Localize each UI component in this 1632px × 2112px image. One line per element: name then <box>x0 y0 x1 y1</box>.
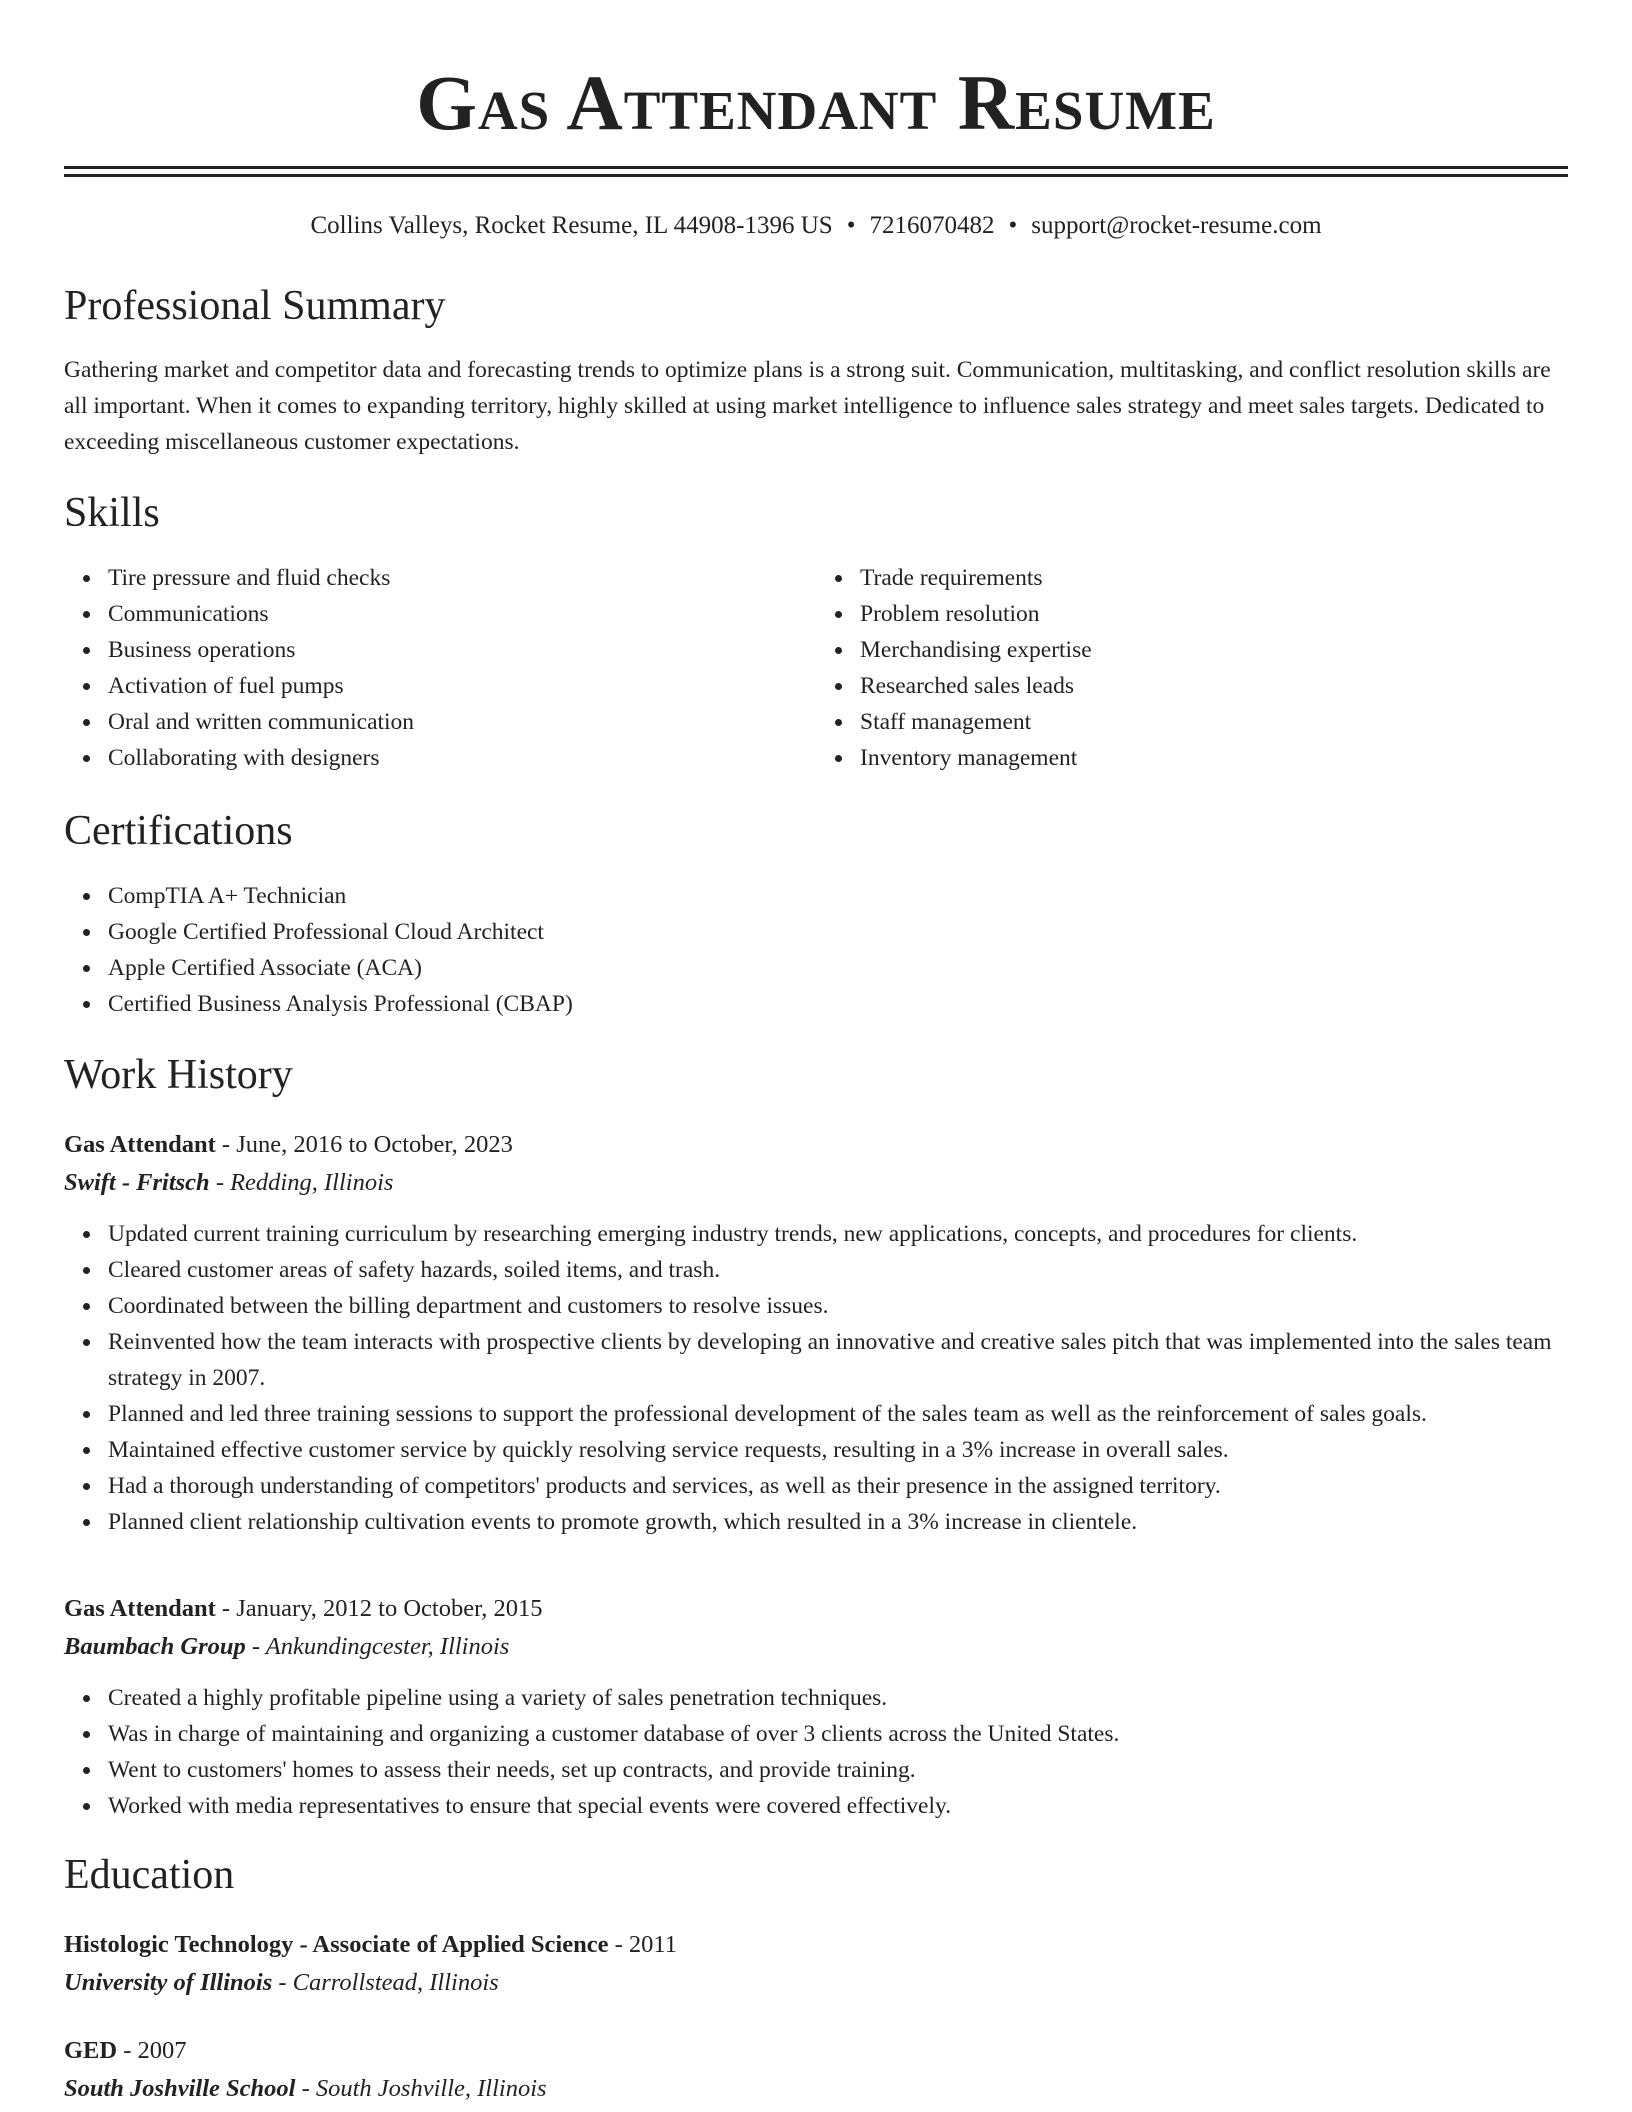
job-title-line <box>64 1590 1568 1628</box>
certification-item: Google Certified Professional Cloud Architect <box>108 914 1568 950</box>
resume-title: Gas Attendant Resume <box>416 59 1216 146</box>
skill-item: Trade requirements <box>860 560 1568 596</box>
job-title: Gas Attendant <box>64 1595 216 1622</box>
skills-heading: Skills <box>64 490 160 536</box>
education-degree: GED <box>64 2037 118 2064</box>
education-entry <box>64 1926 1568 2002</box>
education-location: - South Joshville, Illinois <box>295 2075 547 2102</box>
contact-phone: 7216070482 <box>869 212 995 239</box>
education-year: - 2007 <box>117 2037 187 2064</box>
summary-text: Gathering market and competitor data and forecasting trends to optimize plans is a strong suit. Communication, multitasking, and conflict resolution skills are all important. When it comes to expanding territory, highly skilled at using market intelligence to influence sales strategy and meet sales targets. Dedicated to exceeding miscellaneous customer expectations. <box>64 357 1551 455</box>
work-history-heading: Work History <box>64 1052 293 1098</box>
job-duty: Worked with media representatives to ensure that special events were covered effectively. <box>108 1788 1568 1824</box>
skill-item: Collaborating with designers <box>108 740 816 776</box>
contact-email: support@rocket-resume.com <box>1031 212 1322 239</box>
certification-item: Apple Certified Associate (ACA) <box>108 950 1568 986</box>
job-duty: Maintained effective customer service by quickly resolving service requests, resulting in a 3% increase in overall sales. <box>108 1432 1568 1468</box>
title-divider <box>64 166 1568 177</box>
certification-item: CompTIA A+ Technician <box>108 878 1568 914</box>
job-title-line <box>64 1126 1568 1164</box>
skill-item: Communications <box>108 596 816 632</box>
job-title: Gas Attendant <box>64 1131 216 1158</box>
job-location: - Redding, Illinois <box>209 1169 394 1196</box>
education-entry <box>64 2032 1568 2108</box>
contact-line <box>64 211 1568 241</box>
skill-item: Inventory management <box>860 740 1568 776</box>
job-duties <box>64 1216 1568 1540</box>
education-school-line <box>64 2070 1568 2108</box>
skill-item: Staff management <box>860 704 1568 740</box>
job-dates: - January, 2012 to October, 2015 <box>215 1595 543 1622</box>
job-duty: Created a highly profitable pipeline using a variety of sales penetration techniques. <box>108 1680 1568 1716</box>
skills-grid <box>64 560 1568 776</box>
education-school-line <box>64 1964 1568 2002</box>
job-duty: Coordinated between the billing department and customers to resolve issues. <box>108 1288 1568 1324</box>
skill-item: Merchandising expertise <box>860 632 1568 668</box>
job-duty: Cleared customer areas of safety hazards, soiled items, and trash. <box>108 1252 1568 1288</box>
job-company-line <box>64 1628 1568 1666</box>
job-entry <box>64 1590 1568 1824</box>
skill-item: Business operations <box>108 632 816 668</box>
education-location: - Carrollstead, Illinois <box>272 1969 499 1996</box>
certifications-heading: Certifications <box>64 808 293 854</box>
contact-separator: • <box>1008 212 1018 239</box>
skills-list-left <box>64 560 816 776</box>
education-degree-line <box>64 1926 1568 1964</box>
skill-item: Oral and written communication <box>108 704 816 740</box>
contact-address: Collins Valleys, Rocket Resume, IL 44908-1396 US <box>310 212 833 239</box>
education-year: - 2011 <box>608 1931 677 1958</box>
job-duty: Had a thorough understanding of competitors' products and services, as well as their presence in the assigned territory. <box>108 1468 1568 1504</box>
education-school: South Joshville School <box>64 2075 296 2102</box>
skill-item: Researched sales leads <box>860 668 1568 704</box>
summary-heading: Professional Summary <box>64 283 446 329</box>
job-company: Baumbach Group <box>64 1633 246 1660</box>
job-duty: Reinvented how the team interacts with prospective clients by developing an innovative and creative sales pitch that was implemented into the sales team strategy in 2007. <box>108 1324 1568 1396</box>
education-school: University of Illinois <box>64 1969 273 1996</box>
job-duty: Updated current training curriculum by researching emerging industry trends, new applications, concepts, and procedures for clients. <box>108 1216 1568 1252</box>
education-degree-line <box>64 2032 1568 2070</box>
job-location: - Ankundingcester, Illinois <box>245 1633 510 1660</box>
job-entry <box>64 1126 1568 1540</box>
job-duty: Went to customers' homes to assess their needs, set up contracts, and provide training. <box>108 1752 1568 1788</box>
skill-item: Problem resolution <box>860 596 1568 632</box>
job-duties <box>64 1680 1568 1824</box>
skill-item: Tire pressure and fluid checks <box>108 560 816 596</box>
education-heading: Education <box>64 1852 235 1898</box>
job-duty: Planned and led three training sessions to support the professional development of the sales team as well as the reinforcement of sales goals. <box>108 1396 1568 1432</box>
job-duty: Was in charge of maintaining and organizing a customer database of over 3 clients across the United States. <box>108 1716 1568 1752</box>
job-dates: - June, 2016 to October, 2023 <box>215 1131 513 1158</box>
certifications-list <box>64 878 1568 1022</box>
job-duty: Planned client relationship cultivation events to promote growth, which resulted in a 3% increase in clientele. <box>108 1504 1568 1540</box>
skill-item: Activation of fuel pumps <box>108 668 816 704</box>
certification-item: Certified Business Analysis Professional (CBAP) <box>108 986 1568 1022</box>
contact-separator: • <box>846 212 856 239</box>
job-company-line <box>64 1164 1568 1202</box>
skills-list-right <box>816 560 1568 776</box>
education-degree: Histologic Technology - Associate of Applied Science <box>64 1931 609 1958</box>
job-company: Swift - Fritsch <box>64 1169 210 1196</box>
